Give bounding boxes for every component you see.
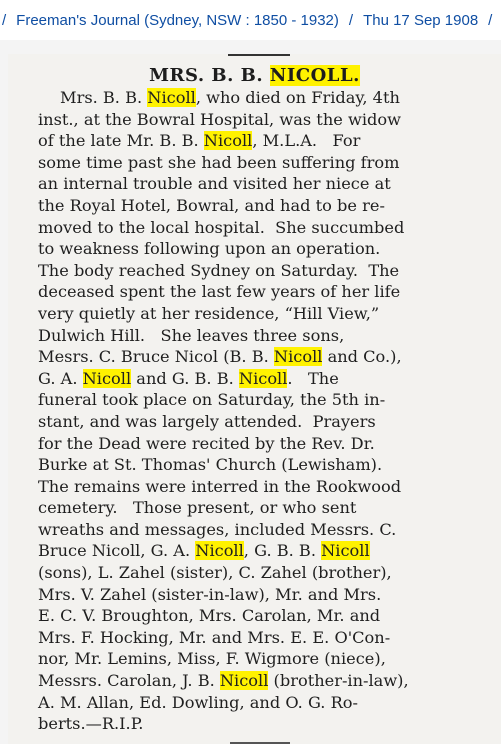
breadcrumb-date-link[interactable]: Thu 17 Sep 1908 <box>363 11 479 29</box>
text-span: for the Dead were recited by the Rev. Dr. <box>38 433 375 453</box>
search-highlight: NICOLL. <box>269 65 360 86</box>
breadcrumb-separator: / <box>488 11 493 29</box>
article-line <box>38 540 409 562</box>
article-line <box>38 195 409 217</box>
text-span: of the late Mr. B. B. <box>38 131 204 151</box>
article-line <box>38 173 409 195</box>
article-image-viewer <box>0 40 501 744</box>
text-span: wreaths and messages, included Messrs. C. <box>38 519 397 539</box>
article-line <box>38 260 409 282</box>
article-line <box>38 519 409 541</box>
article-line <box>38 497 409 519</box>
article-line <box>38 389 409 411</box>
text-span: to weakness following upon an operation. <box>38 239 381 259</box>
text-span: , who died on Friday, 4th <box>195 88 400 107</box>
search-highlight: Nicoll <box>82 368 132 388</box>
article-line <box>38 303 409 325</box>
newspaper-clipping <box>8 54 501 744</box>
search-highlight: Nicoll <box>238 368 288 388</box>
article-line <box>38 433 409 455</box>
article-line <box>38 584 409 606</box>
article-line <box>38 713 409 735</box>
text-span: nor, Mr. Lemins, Miss, F. Wigmore (niece), <box>38 649 386 669</box>
text-span: MRS. B. B. <box>149 65 270 86</box>
text-span: , M.L.A. For <box>252 131 361 151</box>
text-span: , G. B. B. <box>243 541 322 561</box>
text-span: E. C. V. Broughton, Mrs. Carolan, Mr. and <box>38 606 381 626</box>
search-highlight: Nicoll <box>147 88 196 107</box>
text-span: the Royal Hotel, Bowral, and had to be re- <box>38 195 385 215</box>
text-span: The body reached Sydney on Saturday. The <box>38 260 400 280</box>
article-line <box>38 152 409 174</box>
breadcrumb <box>0 0 501 41</box>
text-span: Mrs. F. Hocking, Mr. and Mrs. E. E. O'Con- <box>38 627 391 647</box>
text-span: G. A. <box>38 368 83 388</box>
article-line <box>38 109 409 131</box>
text-span: cemetery. Those present, or who sent <box>38 498 357 518</box>
text-span: (brother-in-law), <box>268 671 409 691</box>
article-line <box>38 281 409 303</box>
text-span: Bruce Nicoll, G. A. <box>38 541 196 561</box>
search-highlight: Nicoll <box>321 541 370 561</box>
search-highlight: Nicoll <box>195 541 244 561</box>
article-line <box>38 130 409 152</box>
search-highlight: Nicoll <box>273 347 323 367</box>
breadcrumb-separator: / <box>2 11 7 29</box>
article-line <box>38 670 409 692</box>
article-line <box>38 627 409 649</box>
text-span: berts.—R.I.P. <box>38 714 144 734</box>
text-span: and Co.), <box>322 347 402 367</box>
breadcrumb-publication-link[interactable]: Freeman's Journal (Sydney, NSW : 1850 - 1932) <box>16 11 339 29</box>
article-line <box>38 476 409 498</box>
article-line <box>38 325 409 347</box>
breadcrumb-separator: / <box>348 11 354 29</box>
article-body <box>38 87 409 735</box>
text-span: Mrs. V. Zahel (sister-in-law), Mr. and Mrs. <box>38 584 382 604</box>
text-span: some time past she had been suffering from <box>38 152 400 172</box>
text-span: very quietly at her residence, “Hill View,” <box>38 303 380 323</box>
article-line <box>38 454 409 476</box>
article-line <box>38 217 409 239</box>
search-highlight: Nicoll <box>203 131 253 151</box>
article-line <box>38 605 409 627</box>
article-line <box>38 368 409 390</box>
text-span: funeral took place on Saturday, the 5th in- <box>38 390 386 410</box>
text-span: deceased spent the last few years of her life <box>38 282 401 302</box>
text-span: Mesrs. C. Bruce Nicol (B. B. <box>38 347 274 367</box>
text-span: Mrs. B. B. <box>60 88 148 107</box>
article-line <box>38 238 409 260</box>
text-span: A. M. Allan, Ed. Dowling, and O. G. Ro- <box>38 692 358 712</box>
text-span: Dulwich Hill. She leaves three sons, <box>38 325 345 345</box>
search-highlight: Nicoll <box>219 671 269 691</box>
text-span: Burke at St. Thomas' Church (Lewisham). <box>38 455 383 475</box>
text-span: inst., at the Bowral Hospital, was the widow <box>38 109 401 129</box>
article-line <box>38 648 409 670</box>
article-line <box>38 692 409 714</box>
text-span: (sons), L. Zahel (sister), C. Zahel (brother), <box>38 563 392 583</box>
article-line <box>38 411 409 433</box>
article-headline <box>8 65 501 87</box>
article-line <box>38 87 409 109</box>
text-span: an internal trouble and visited her niece at <box>38 174 391 194</box>
text-span: . The <box>287 368 339 388</box>
text-span: and G. B. B. <box>131 368 239 388</box>
text-span: The remains were interred in the Rookwood <box>38 476 402 496</box>
text-span: stant, and was largely attended. Prayers <box>38 411 376 431</box>
article-line <box>38 346 409 368</box>
text-span: Messrs. Carolan, J. B. <box>38 671 220 691</box>
article-line <box>38 562 409 584</box>
text-span: moved to the local hospital. She succumbed <box>38 217 405 237</box>
